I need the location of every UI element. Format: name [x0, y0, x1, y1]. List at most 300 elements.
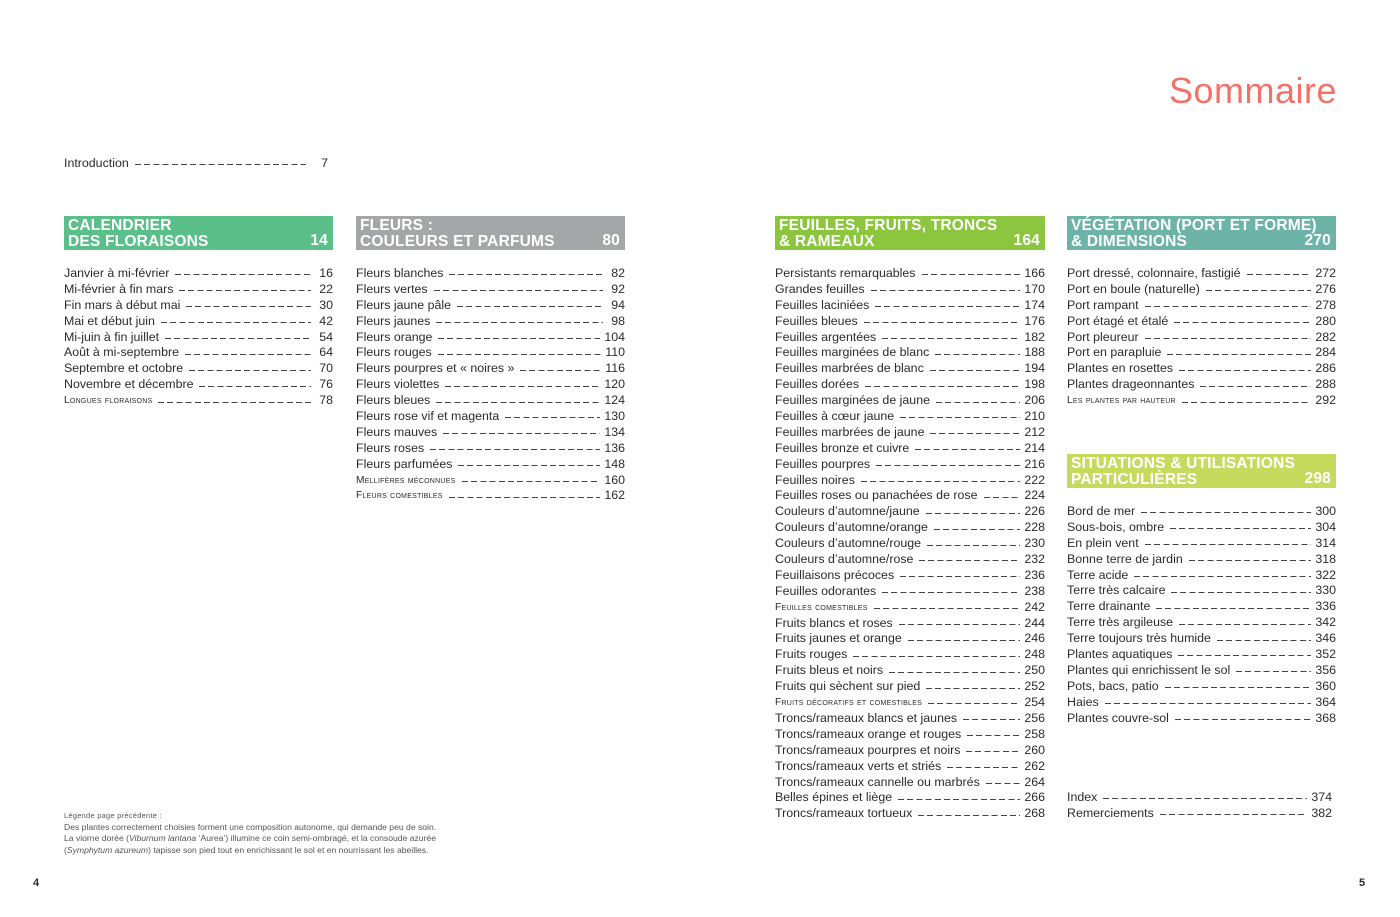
leader-dashes: [1179, 370, 1311, 371]
toc-label: Troncs/rameaux pourpres et noirs: [775, 742, 961, 757]
toc-entry: [1067, 663, 1336, 679]
toc-page: 252: [1024, 679, 1045, 694]
leader-dashes: [861, 481, 1020, 482]
section-title-line2: COULEURS ET PARFUMS: [360, 232, 555, 250]
toc-label: Fleurs jaune pâle: [356, 297, 452, 312]
leader-dashes: [161, 322, 311, 323]
toc-label: Terre drainante: [1067, 599, 1151, 614]
toc-label: Troncs/rameaux tortueux: [775, 806, 913, 821]
toc-label: Feuilles à cœur jaune: [775, 409, 895, 424]
leader-dashes: [1145, 338, 1312, 339]
toc-label: Fruits blancs et roses: [775, 615, 893, 630]
toc-label: Fleurs rose vif et magenta: [356, 409, 500, 424]
toc-entry: [64, 330, 333, 346]
toc-page: 322: [1315, 567, 1336, 582]
leader-dashes: [915, 449, 1020, 450]
toc-page: 304: [1315, 519, 1336, 534]
toc-page: 246: [1024, 631, 1045, 646]
toc-page: 170: [1024, 281, 1045, 296]
leader-dashes: [1165, 687, 1312, 688]
toc-label: Port rampant: [1067, 297, 1139, 312]
toc-page: 148: [604, 456, 625, 471]
section-title: [360, 218, 590, 249]
toc-label: Plantes drageonnantes: [1067, 377, 1195, 392]
leader-dashes: [1141, 512, 1311, 513]
leader-dashes: [930, 433, 1020, 434]
leader-dashes: [898, 799, 1020, 800]
toc-page: 272: [1315, 266, 1336, 280]
toc-label: Feuilles marbrées de blanc: [775, 361, 924, 376]
toc-label: Sous-bois, ombre: [1067, 519, 1165, 534]
toc-page: 166: [1024, 266, 1045, 280]
toc-label: Fleurs bleues: [356, 393, 431, 408]
leader-dashes: [175, 274, 311, 275]
toc-entry: [775, 663, 1045, 679]
toc-entry: [64, 266, 333, 282]
toc-entry: [356, 409, 625, 425]
toc-entry: [1067, 552, 1336, 568]
toc-entry: [356, 425, 625, 441]
section-page: 298: [1304, 469, 1331, 487]
leader-dashes: [457, 306, 603, 307]
toc-page: 238: [1024, 583, 1045, 598]
toc-list: [356, 266, 625, 504]
leader-dashes: [984, 497, 1021, 498]
toc-page: 264: [1024, 774, 1045, 789]
toc-entry: [775, 330, 1045, 346]
toc-label: Plantes en rosettes: [1067, 361, 1174, 376]
leader-dashes: [1217, 640, 1311, 641]
toc-page: 22: [319, 281, 333, 296]
toc-page: 374: [1311, 790, 1332, 804]
leader-dashes: [1175, 719, 1311, 720]
toc-page: 288: [1315, 377, 1336, 392]
toc-page: 98: [611, 313, 625, 328]
toc-page: 130: [604, 409, 625, 424]
toc-label: Feuillaisons précoces: [775, 567, 895, 582]
leader-dashes: [449, 497, 601, 498]
toc-entry: [356, 393, 625, 409]
toc-label: Port en boule (naturelle): [1067, 281, 1200, 296]
toc-entry: [356, 282, 625, 298]
toc-label: Fleurs jaunes: [356, 313, 431, 328]
toc-page: 136: [604, 440, 625, 455]
leader-dashes: [520, 370, 601, 371]
toc-label: Troncs/rameaux cannelle ou marbrés: [775, 774, 980, 789]
toc-entry: [775, 790, 1045, 806]
toc-entry: [775, 759, 1045, 775]
toc-page: 198: [1024, 377, 1045, 392]
leader-dashes: [1145, 544, 1312, 545]
toc-label: Index: [1067, 790, 1098, 804]
toc-page: 244: [1024, 615, 1045, 630]
toc-entry: [775, 266, 1045, 282]
toc-page: 382: [1311, 805, 1332, 820]
toc-page: 30: [319, 297, 333, 312]
toc-label: Troncs/rameaux blancs et jaunes: [775, 710, 958, 725]
toc-label: Pots, bacs, patio: [1067, 678, 1159, 693]
toc-page: 92: [611, 281, 625, 296]
toc-entry: [775, 584, 1045, 600]
toc-page: 210: [1024, 409, 1045, 424]
caption-line: Des plantes correctement choisies forment une composition autonome, qui demande peu de soin.: [64, 821, 437, 832]
section-vegetation: [1067, 216, 1336, 409]
leader-dashes: [185, 354, 311, 355]
toc-page: 188: [1024, 345, 1045, 360]
section-header: [1067, 454, 1336, 488]
toc-entry: [775, 616, 1045, 632]
toc-entry: [775, 441, 1045, 457]
toc-label: Haies: [1067, 694, 1099, 709]
leader-dashes: [436, 322, 603, 323]
toc-entry: [775, 425, 1045, 441]
toc-label: Bonne terre de jardin: [1067, 551, 1183, 566]
toc-page: 268: [1024, 806, 1045, 821]
leader-dashes: [882, 592, 1020, 593]
leader-dashes: [1160, 814, 1308, 815]
leader-dashes: [919, 560, 1020, 561]
toc-label: Mai et début juin: [64, 313, 155, 328]
leader-dashes: [165, 338, 311, 339]
toc-entry: [1067, 790, 1332, 806]
toc-label: Port pleureur: [1067, 329, 1139, 344]
leader-dashes: [928, 703, 1020, 704]
leader-dashes: [926, 513, 1021, 514]
leader-dashes: [1171, 592, 1311, 593]
toc-label: Feuilles marginées de jaune: [775, 393, 930, 408]
toc-page: 254: [1024, 695, 1045, 710]
toc-entry: [64, 314, 333, 330]
toc-page: 280: [1315, 313, 1336, 328]
toc-entry: [775, 727, 1045, 743]
toc-page: 364: [1315, 694, 1336, 709]
toc-entry: [1067, 599, 1336, 615]
section-page: 80: [602, 231, 620, 249]
toc-entry: [1067, 282, 1336, 298]
toc-entry: [1067, 631, 1336, 647]
toc-label: Fleurs vertes: [356, 281, 428, 296]
intro-entry: [64, 156, 328, 172]
toc-page: 104: [604, 329, 625, 344]
leader-dashes: [443, 433, 600, 434]
toc-page: 342: [1315, 615, 1336, 630]
toc-label: En plein vent: [1067, 535, 1139, 550]
toc-label: Port dressé, colonnaire, fastigié: [1067, 266, 1241, 280]
leader-dashes: [986, 783, 1021, 784]
toc-label: Feuilles comestibles: [775, 601, 868, 613]
toc-page: 250: [1024, 663, 1045, 678]
page-title: Sommaire: [1168, 70, 1337, 111]
leader-dashes: [1105, 703, 1312, 704]
leader-dashes: [874, 608, 1021, 609]
toc-entry: [64, 345, 333, 361]
toc-entry: [775, 552, 1045, 568]
toc-label: Terre toujours très humide: [1067, 631, 1211, 646]
toc-list: [1067, 266, 1336, 409]
toc-page: 110: [605, 345, 625, 360]
toc-entry: [356, 441, 625, 457]
toc-page: 7: [321, 156, 328, 170]
section-title-line1: CALENDRIER: [68, 217, 172, 234]
section-title: [1071, 218, 1321, 249]
toc-entry: [356, 377, 625, 393]
leader-dashes: [889, 672, 1020, 673]
toc-list: [64, 266, 333, 409]
leader-dashes: [947, 767, 1020, 768]
leader-dashes: [918, 815, 1020, 816]
leader-dashes: [900, 576, 1020, 577]
toc-label: Port en parapluie: [1067, 345, 1162, 360]
toc-page: 76: [319, 377, 333, 392]
toc-entry: [1067, 345, 1336, 361]
toc-page: 94: [611, 297, 625, 312]
toc-entry: [356, 330, 625, 346]
toc-entry: [775, 775, 1045, 791]
leader-dashes: [505, 417, 600, 418]
section-page: 270: [1304, 231, 1331, 249]
section-situations: [1067, 454, 1336, 726]
leader-dashes: [876, 465, 1020, 466]
leader-dashes: [882, 338, 1020, 339]
toc-page: 230: [1024, 536, 1045, 551]
toc-label: Remerciements: [1067, 805, 1154, 820]
toc-entry: [64, 377, 333, 393]
toc-entry: [1067, 393, 1336, 409]
toc-label: Feuilles dorées: [775, 377, 860, 392]
toc-page: 314: [1315, 535, 1336, 550]
toc-label: Fleurs pourpres et « noires »: [356, 361, 515, 376]
toc-page: 248: [1024, 647, 1045, 662]
toc-label: Couleurs d’automne/orange: [775, 520, 928, 535]
leader-dashes: [1134, 576, 1311, 577]
section-header: [356, 216, 625, 250]
toc-page: 70: [319, 361, 333, 376]
section-title-line2: PARTICULIÈRES: [1071, 470, 1198, 488]
toc-page: 242: [1024, 599, 1045, 614]
toc-page: 222: [1024, 472, 1045, 487]
toc-entry: [356, 266, 625, 282]
toc-page: 214: [1024, 440, 1045, 455]
toc-label: Feuilles noires: [775, 472, 855, 487]
section-page: 14: [310, 231, 328, 249]
leader-dashes: [927, 545, 1020, 546]
toc-entry: [1067, 568, 1336, 584]
toc-entry: [1067, 377, 1336, 393]
section-calendrier: [64, 216, 333, 409]
toc-page: 336: [1315, 599, 1336, 614]
toc-label: Plantes aquatiques: [1067, 647, 1173, 662]
toc-page: 54: [319, 329, 333, 344]
section-title-line2: & RAMEAUX: [779, 232, 875, 250]
toc-entry: [356, 298, 625, 314]
toc-entry: [1067, 266, 1336, 282]
section-header: [1067, 216, 1336, 250]
toc-page: 266: [1024, 790, 1045, 805]
leader-dashes: [186, 306, 311, 307]
leader-dashes: [449, 274, 603, 275]
leader-dashes: [934, 529, 1020, 530]
toc-page: 276: [1315, 281, 1336, 296]
toc-label: Feuilles argentées: [775, 329, 877, 344]
leader-dashes: [935, 354, 1020, 355]
toc-label: Terre très calcaire: [1067, 583, 1166, 598]
toc-page: 134: [604, 424, 625, 439]
toc-page: 236: [1024, 567, 1045, 582]
toc-label: Feuilles roses ou panachées de rose: [775, 488, 978, 503]
toc-label: Feuilles bleues: [775, 313, 858, 328]
toc-page: 64: [319, 345, 333, 360]
toc-page: 232: [1024, 552, 1045, 567]
leader-dashes: [1103, 798, 1307, 799]
toc-label: Grandes feuilles: [775, 281, 865, 296]
toc-label: Fleurs comestibles: [356, 490, 443, 502]
caption-line: (Symphytum azureum) tapisse son pied tout en enrichissant le sol et en nourrissant les abeilles.: [64, 844, 429, 855]
toc-label: Couleurs d’automne/rouge: [775, 536, 922, 551]
leader-dashes: [434, 290, 603, 291]
toc-page: 318: [1315, 551, 1336, 566]
leader-dashes: [1167, 354, 1311, 355]
toc-page: 162: [604, 488, 625, 503]
toc-entry: [1067, 361, 1336, 377]
leader-dashes: [189, 370, 311, 371]
toc-label: Janvier à mi-février: [64, 266, 170, 280]
toc-label: Fin mars à début mai: [64, 297, 181, 312]
toc-page: 300: [1315, 504, 1336, 518]
toc-label: Fleurs roses: [356, 440, 425, 455]
toc-entry: [356, 473, 625, 489]
toc-label: Couleurs d’automne/jaune: [775, 504, 920, 519]
toc-label: Fruits jaunes et orange: [775, 631, 902, 646]
leader-dashes: [438, 338, 600, 339]
toc-entry: [775, 345, 1045, 361]
toc-page: 360: [1315, 678, 1336, 693]
toc-page: 206: [1024, 393, 1045, 408]
folio-right: 5: [1359, 877, 1366, 889]
toc-label: Longues floraisons: [64, 395, 153, 407]
toc-entry: [64, 393, 333, 409]
toc-page: 228: [1024, 520, 1045, 535]
toc-label: Mellifères méconnues: [356, 474, 456, 486]
toc-entry: [775, 631, 1045, 647]
leader-dashes: [462, 481, 601, 482]
toc-label: Les plantes par hauteur: [1067, 395, 1176, 407]
toc-entry: [356, 361, 625, 377]
section-annexes: [1067, 790, 1332, 822]
toc-list: [775, 266, 1045, 822]
leader-dashes: [135, 164, 306, 165]
toc-page: 286: [1315, 361, 1336, 376]
toc-label: Mi-février à fin mars: [64, 281, 174, 296]
toc-label: Feuilles marginées de blanc: [775, 345, 930, 360]
toc-entry: [356, 457, 625, 473]
toc-label: Novembre et décembre: [64, 377, 194, 392]
leader-dashes: [908, 640, 1021, 641]
section-title-line1: VÉGÉTATION (PORT ET FORME): [1071, 217, 1317, 234]
section-title: [779, 218, 1029, 249]
toc-page: 356: [1315, 662, 1336, 677]
toc-entry: [775, 314, 1045, 330]
toc-entry: [775, 711, 1045, 727]
toc-entry: [1067, 520, 1336, 536]
toc-page: 216: [1024, 456, 1045, 471]
toc-entry: [775, 695, 1045, 711]
leader-dashes: [922, 274, 1021, 275]
toc-entry: [775, 409, 1045, 425]
leader-dashes: [871, 290, 1021, 291]
toc-entry: [1067, 806, 1332, 822]
toc-page: 82: [611, 266, 625, 280]
toc-entry: [1067, 695, 1336, 711]
toc-label: Fleurs parfumées: [356, 456, 453, 471]
toc-page: 182: [1024, 329, 1045, 344]
leader-dashes: [865, 386, 1020, 387]
toc-entry: [1067, 504, 1336, 520]
toc-label: Fleurs blanches: [356, 266, 444, 280]
toc-entry: [775, 647, 1045, 663]
toc-page: 278: [1315, 297, 1336, 312]
toc-page: 330: [1315, 583, 1336, 598]
leader-dashes: [930, 370, 1021, 371]
toc-label: Troncs/rameaux orange et rouges: [775, 726, 962, 741]
toc-page: 292: [1315, 393, 1336, 408]
toc-label: Persistants remarquables: [775, 266, 916, 280]
caption-line: La viorne dorée (Viburnum lantana ‘Aurea’) illumine ce coin semi-ombragé, et la consoude azurée: [64, 833, 436, 843]
leader-dashes: [430, 449, 600, 450]
toc-entry: [775, 504, 1045, 520]
toc-entry: [1067, 314, 1336, 330]
toc-page: 352: [1315, 647, 1336, 662]
leader-dashes: [1145, 306, 1312, 307]
toc-label: Port étagé et étalé: [1067, 313, 1169, 328]
toc-entry: [1067, 615, 1336, 631]
toc-page: 194: [1024, 361, 1045, 376]
toc-entry: [775, 520, 1045, 536]
toc-label: Couleurs d’automne/rose: [775, 552, 914, 567]
toc-entry: [775, 473, 1045, 489]
section-title-line2: & DIMENSIONS: [1071, 232, 1188, 250]
toc-page: 284: [1315, 345, 1336, 360]
leader-dashes: [1178, 655, 1311, 656]
leader-dashes: [1206, 290, 1311, 291]
section-title-line1: FLEURS :: [360, 217, 434, 234]
toc-page: 368: [1315, 710, 1336, 725]
toc-entry: [356, 345, 625, 361]
leader-dashes: [853, 656, 1020, 657]
toc-list: [1067, 790, 1332, 822]
toc-entry: [1067, 711, 1336, 727]
toc-entry: [775, 298, 1045, 314]
section-title-line1: FEUILLES, FRUITS, TRONCS: [779, 217, 998, 234]
leader-dashes: [1174, 322, 1311, 323]
photo-caption: [64, 810, 444, 856]
toc-entry: [775, 488, 1045, 504]
leader-dashes: [179, 290, 311, 291]
toc-label: Feuilles laciniées: [775, 297, 870, 312]
toc-label: Fruits décoratifs et comestibles: [775, 697, 923, 709]
toc-label: Fleurs mauves: [356, 424, 438, 439]
leader-dashes: [864, 322, 1021, 323]
toc-label: Troncs/rameaux verts et striés: [775, 758, 942, 773]
folio-left: 4: [33, 877, 40, 889]
toc-page: 260: [1024, 742, 1045, 757]
leader-dashes: [445, 386, 600, 387]
toc-label: Fleurs rouges: [356, 345, 432, 360]
section-title: [1071, 456, 1321, 487]
toc-entry: [775, 377, 1045, 393]
toc-entry: [775, 600, 1045, 616]
section-title-line2: DES FLORAISONS: [68, 232, 209, 250]
toc-entry: [775, 393, 1045, 409]
